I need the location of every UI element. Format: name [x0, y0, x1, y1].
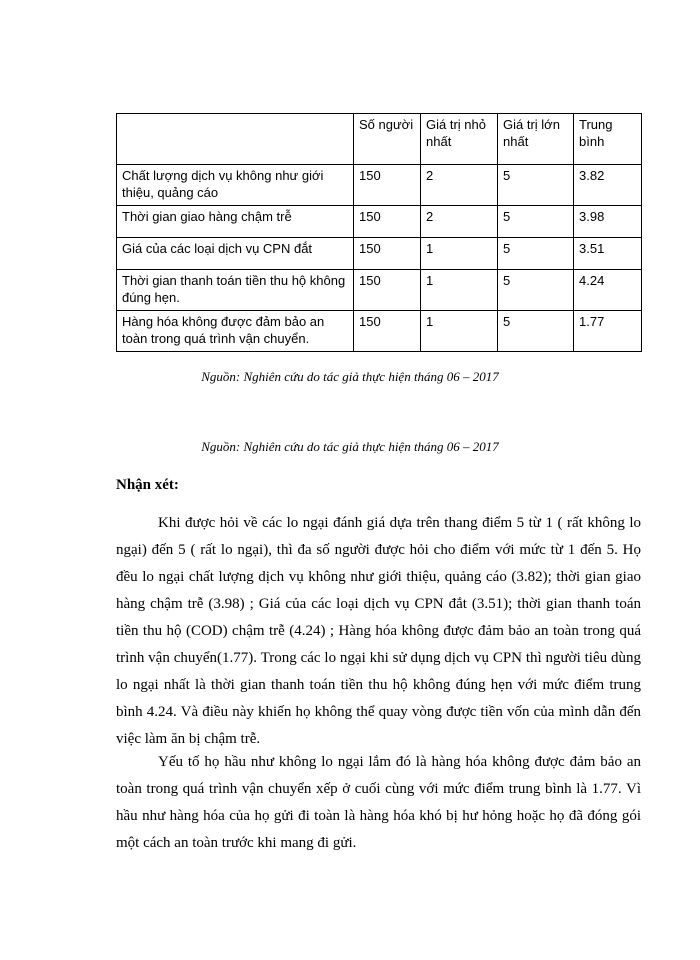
row-max: 5	[498, 206, 574, 238]
header-empty	[117, 114, 354, 165]
row-count: 150	[354, 311, 421, 352]
row-label: Hàng hóa không được đảm bảo an toàn trong quá trình vận chuyển.	[117, 311, 354, 352]
section-heading: Nhận xét:	[116, 477, 179, 493]
row-label: Thời gian thanh toán tiền thu hộ không đúng hẹn.	[117, 270, 354, 311]
row-count: 150	[354, 165, 421, 206]
row-min: 2	[421, 206, 498, 238]
row-count: 150	[354, 238, 421, 270]
row-min: 1	[421, 270, 498, 311]
row-max: 5	[498, 311, 574, 352]
row-max: 5	[498, 165, 574, 206]
source-caption: Nguồn: Nghiên cứu do tác giả thực hiện tháng 06 – 2017	[201, 439, 499, 454]
row-label: Giá của các loại dịch vụ CPN đắt	[117, 238, 354, 270]
table-row	[117, 206, 642, 238]
row-count: 150	[354, 206, 421, 238]
row-mean: 1.77	[574, 311, 642, 352]
row-mean: 3.51	[574, 238, 642, 270]
table-row	[117, 165, 642, 206]
header-max: Giá trị lớn nhất	[498, 114, 574, 165]
table-row	[117, 238, 642, 270]
row-mean: 3.98	[574, 206, 642, 238]
table-row	[117, 270, 642, 311]
row-label: Chất lượng dịch vụ không như giới thiệu, quảng cáo	[117, 165, 354, 206]
table-header-row	[117, 114, 642, 165]
header-min: Giá trị nhỏ nhất	[421, 114, 498, 165]
paragraph-2: Yếu tố họ hầu như không lo ngại lắm đó là hàng hóa không được đảm bảo an toàn trong quá trình vận chuyển xếp ở cuối cùng với mức điểm trung bình là 1.77. Vì hầu như hàng hóa của họ gửi đi toàn là hàng hóa khó bị hư hỏng hoặc họ đã đóng gói một cách an toàn trước khi mang đi gửi.	[116, 754, 641, 851]
row-min: 1	[421, 311, 498, 352]
row-mean: 3.82	[574, 165, 642, 206]
table-source-caption: Nguồn: Nghiên cứu do tác giả thực hiện tháng 06 – 2017	[201, 369, 499, 384]
row-count: 150	[354, 270, 421, 311]
row-mean: 4.24	[574, 270, 642, 311]
header-count: Số người	[354, 114, 421, 165]
header-mean: Trung bình	[574, 114, 642, 165]
row-max: 5	[498, 238, 574, 270]
row-label: Thời gian giao hàng chậm trễ	[117, 206, 354, 238]
row-min: 2	[421, 165, 498, 206]
concern-table	[116, 113, 642, 352]
row-min: 1	[421, 238, 498, 270]
row-max: 5	[498, 270, 574, 311]
paragraph-1: Khi được hỏi về các lo ngại đánh giá dựa trên thang điểm 5 từ 1 ( rất không lo ngại) đến 5 ( rất lo ngại), thì đa số người được hỏi cho điểm với mức từ 1 đến 5. Họ đều lo ngại chất lượng dịch vụ không như giới thiệu, quảng cáo (3.82); thời gian giao hàng chậm trễ (3.98) ; Giá của các loại dịch vụ CPN đắt (3.51); thời gian thanh toán tiền thu hộ (COD) chậm trễ (4.24) ; Hàng hóa không được đảm bảo an toàn trong quá trình vận chuyển(1.77). Trong các lo ngại khi sử dụng dịch vụ CPN thì người tiêu dùng lo ngại nhất là thời gian thanh toán tiền thu hộ không đúng hẹn với mức điểm trung bình 4.24. Và điều này khiến họ không thể quay vòng được tiền vốn của mình dẫn đến việc làm ăn bị chậm trễ.	[116, 515, 641, 747]
table-row	[117, 311, 642, 352]
